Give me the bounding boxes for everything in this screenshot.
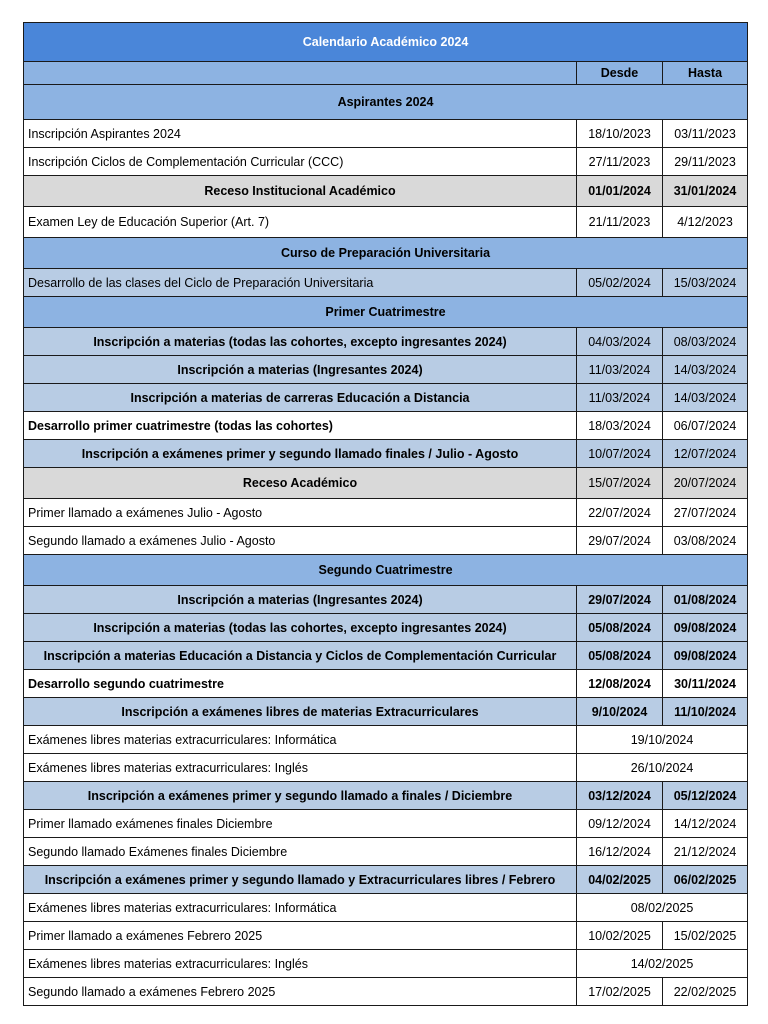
calendar-row: [24, 838, 748, 866]
date-to: 03/08/2024: [663, 527, 748, 555]
calendar-row: [24, 207, 748, 238]
calendar-row: [24, 670, 748, 698]
section-title: Curso de Preparación Universitaria: [24, 238, 748, 269]
section-header-row: [24, 85, 748, 120]
event-label: Inscripción Aspirantes 2024: [24, 120, 577, 148]
date-to: 06/02/2025: [663, 866, 748, 894]
date-from: 04/03/2024: [577, 328, 663, 356]
calendar-row: [24, 614, 748, 642]
date-from: 03/12/2024: [577, 782, 663, 810]
date-to: 12/07/2024: [663, 440, 748, 468]
event-label: Inscripción a exámenes libres de materias Extracurriculares: [24, 698, 577, 726]
date-from: 29/07/2024: [577, 527, 663, 555]
event-label: Inscripción a materias (todas las cohortes, excepto ingresantes 2024): [24, 614, 577, 642]
calendar-row: [24, 782, 748, 810]
event-label: Segundo llamado a exámenes Febrero 2025: [24, 978, 577, 1006]
column-header-to: Hasta: [663, 62, 748, 85]
date-to: 22/02/2025: [663, 978, 748, 1006]
date-to: 27/07/2024: [663, 499, 748, 527]
date-to: 05/12/2024: [663, 782, 748, 810]
section-header-row: [24, 297, 748, 328]
calendar-row: [24, 810, 748, 838]
date-from: 11/03/2024: [577, 384, 663, 412]
column-header-event: [24, 62, 577, 85]
date-from: 05/08/2024: [577, 642, 663, 670]
date-to: 29/11/2023: [663, 148, 748, 176]
calendar-row: [24, 269, 748, 297]
section-title: Aspirantes 2024: [24, 85, 748, 120]
date-to: 14/03/2024: [663, 356, 748, 384]
calendar-row: [24, 356, 748, 384]
date-from: 05/08/2024: [577, 614, 663, 642]
date-from: 05/02/2024: [577, 269, 663, 297]
event-date: 14/02/2025: [577, 950, 748, 978]
event-label: Inscripción a materias (Ingresantes 2024): [24, 356, 577, 384]
event-label: Exámenes libres materias extracurriculares: Informática: [24, 894, 577, 922]
calendar-row: [24, 950, 748, 978]
event-label: Exámenes libres materias extracurriculares: Inglés: [24, 950, 577, 978]
event-label: Primer llamado a exámenes Julio - Agosto: [24, 499, 577, 527]
date-to: 15/03/2024: [663, 269, 748, 297]
event-label: Inscripción a materias (Ingresantes 2024): [24, 586, 577, 614]
date-from: 04/02/2025: [577, 866, 663, 894]
page-title: Calendario Académico 2024: [24, 23, 748, 62]
event-label: Segundo llamado a exámenes Julio - Agosto: [24, 527, 577, 555]
event-label: Receso Académico: [24, 468, 577, 499]
date-from: 27/11/2023: [577, 148, 663, 176]
calendar-row: [24, 754, 748, 782]
date-to: 14/12/2024: [663, 810, 748, 838]
event-label: Desarrollo primer cuatrimestre (todas las cohortes): [24, 412, 577, 440]
section-title: Segundo Cuatrimestre: [24, 555, 748, 586]
calendar-row: [24, 642, 748, 670]
calendar-row: [24, 412, 748, 440]
event-label: Inscripción a materias (todas las cohortes, excepto ingresantes 2024): [24, 328, 577, 356]
date-from: 18/03/2024: [577, 412, 663, 440]
calendar-row: [24, 148, 748, 176]
date-to: 06/07/2024: [663, 412, 748, 440]
calendar-row: [24, 527, 748, 555]
event-label: Desarrollo segundo cuatrimestre: [24, 670, 577, 698]
date-from: 22/07/2024: [577, 499, 663, 527]
calendar-row: [24, 894, 748, 922]
event-label: Primer llamado exámenes finales Diciembre: [24, 810, 577, 838]
calendar-row: [24, 499, 748, 527]
event-label: Examen Ley de Educación Superior (Art. 7): [24, 207, 577, 238]
date-from: 17/02/2025: [577, 978, 663, 1006]
event-label: Exámenes libres materias extracurriculares: Informática: [24, 726, 577, 754]
column-header-row: [24, 62, 748, 85]
section-header-row: [24, 238, 748, 269]
calendar-row: [24, 328, 748, 356]
event-label: Desarrollo de las clases del Ciclo de Preparación Universitaria: [24, 269, 577, 297]
date-from: 9/10/2024: [577, 698, 663, 726]
date-to: 09/08/2024: [663, 614, 748, 642]
event-date: 08/02/2025: [577, 894, 748, 922]
date-to: 31/01/2024: [663, 176, 748, 207]
date-to: 08/03/2024: [663, 328, 748, 356]
date-to: 30/11/2024: [663, 670, 748, 698]
section-title: Primer Cuatrimestre: [24, 297, 748, 328]
date-to: 01/08/2024: [663, 586, 748, 614]
calendar-row: [24, 698, 748, 726]
date-from: 16/12/2024: [577, 838, 663, 866]
event-label: Segundo llamado Exámenes finales Diciembre: [24, 838, 577, 866]
date-from: 29/07/2024: [577, 586, 663, 614]
event-label: Inscripción a exámenes primer y segundo llamado a finales / Diciembre: [24, 782, 577, 810]
calendar-row: [24, 586, 748, 614]
date-from: 11/03/2024: [577, 356, 663, 384]
date-to: 20/07/2024: [663, 468, 748, 499]
event-label: Inscripción a materias Educación a Distancia y Ciclos de Complementación Curricular: [24, 642, 577, 670]
event-label: Primer llamado a exámenes Febrero 2025: [24, 922, 577, 950]
event-label: Inscripción a exámenes primer y segundo llamado y Extracurriculares libres / Febrero: [24, 866, 577, 894]
date-from: 12/08/2024: [577, 670, 663, 698]
date-from: 15/07/2024: [577, 468, 663, 499]
calendar-row: [24, 922, 748, 950]
date-to: 03/11/2023: [663, 120, 748, 148]
date-from: 01/01/2024: [577, 176, 663, 207]
section-header-row: [24, 555, 748, 586]
event-label: Inscripción a exámenes primer y segundo llamado finales / Julio - Agosto: [24, 440, 577, 468]
date-to: 4/12/2023: [663, 207, 748, 238]
event-label: Receso Institucional Académico: [24, 176, 577, 207]
calendar-row: [24, 384, 748, 412]
date-from: 09/12/2024: [577, 810, 663, 838]
calendar-body: [24, 23, 748, 1006]
academic-calendar-table: [23, 22, 748, 1006]
calendar-row: [24, 440, 748, 468]
recess-row: [24, 468, 748, 499]
event-label: Inscripción Ciclos de Complementación Curricular (CCC): [24, 148, 577, 176]
date-to: 21/12/2024: [663, 838, 748, 866]
event-label: Inscripción a materias de carreras Educación a Distancia: [24, 384, 577, 412]
date-from: 10/02/2025: [577, 922, 663, 950]
event-date: 26/10/2024: [577, 754, 748, 782]
column-header-from: Desde: [577, 62, 663, 85]
date-from: 10/07/2024: [577, 440, 663, 468]
title-row: [24, 23, 748, 62]
calendar-row: [24, 120, 748, 148]
recess-row: [24, 176, 748, 207]
date-to: 15/02/2025: [663, 922, 748, 950]
event-label: Exámenes libres materias extracurriculares: Inglés: [24, 754, 577, 782]
event-date: 19/10/2024: [577, 726, 748, 754]
date-to: 11/10/2024: [663, 698, 748, 726]
calendar-row: [24, 978, 748, 1006]
calendar-row: [24, 866, 748, 894]
date-to: 09/08/2024: [663, 642, 748, 670]
date-to: 14/03/2024: [663, 384, 748, 412]
calendar-row: [24, 726, 748, 754]
date-from: 18/10/2023: [577, 120, 663, 148]
date-from: 21/11/2023: [577, 207, 663, 238]
